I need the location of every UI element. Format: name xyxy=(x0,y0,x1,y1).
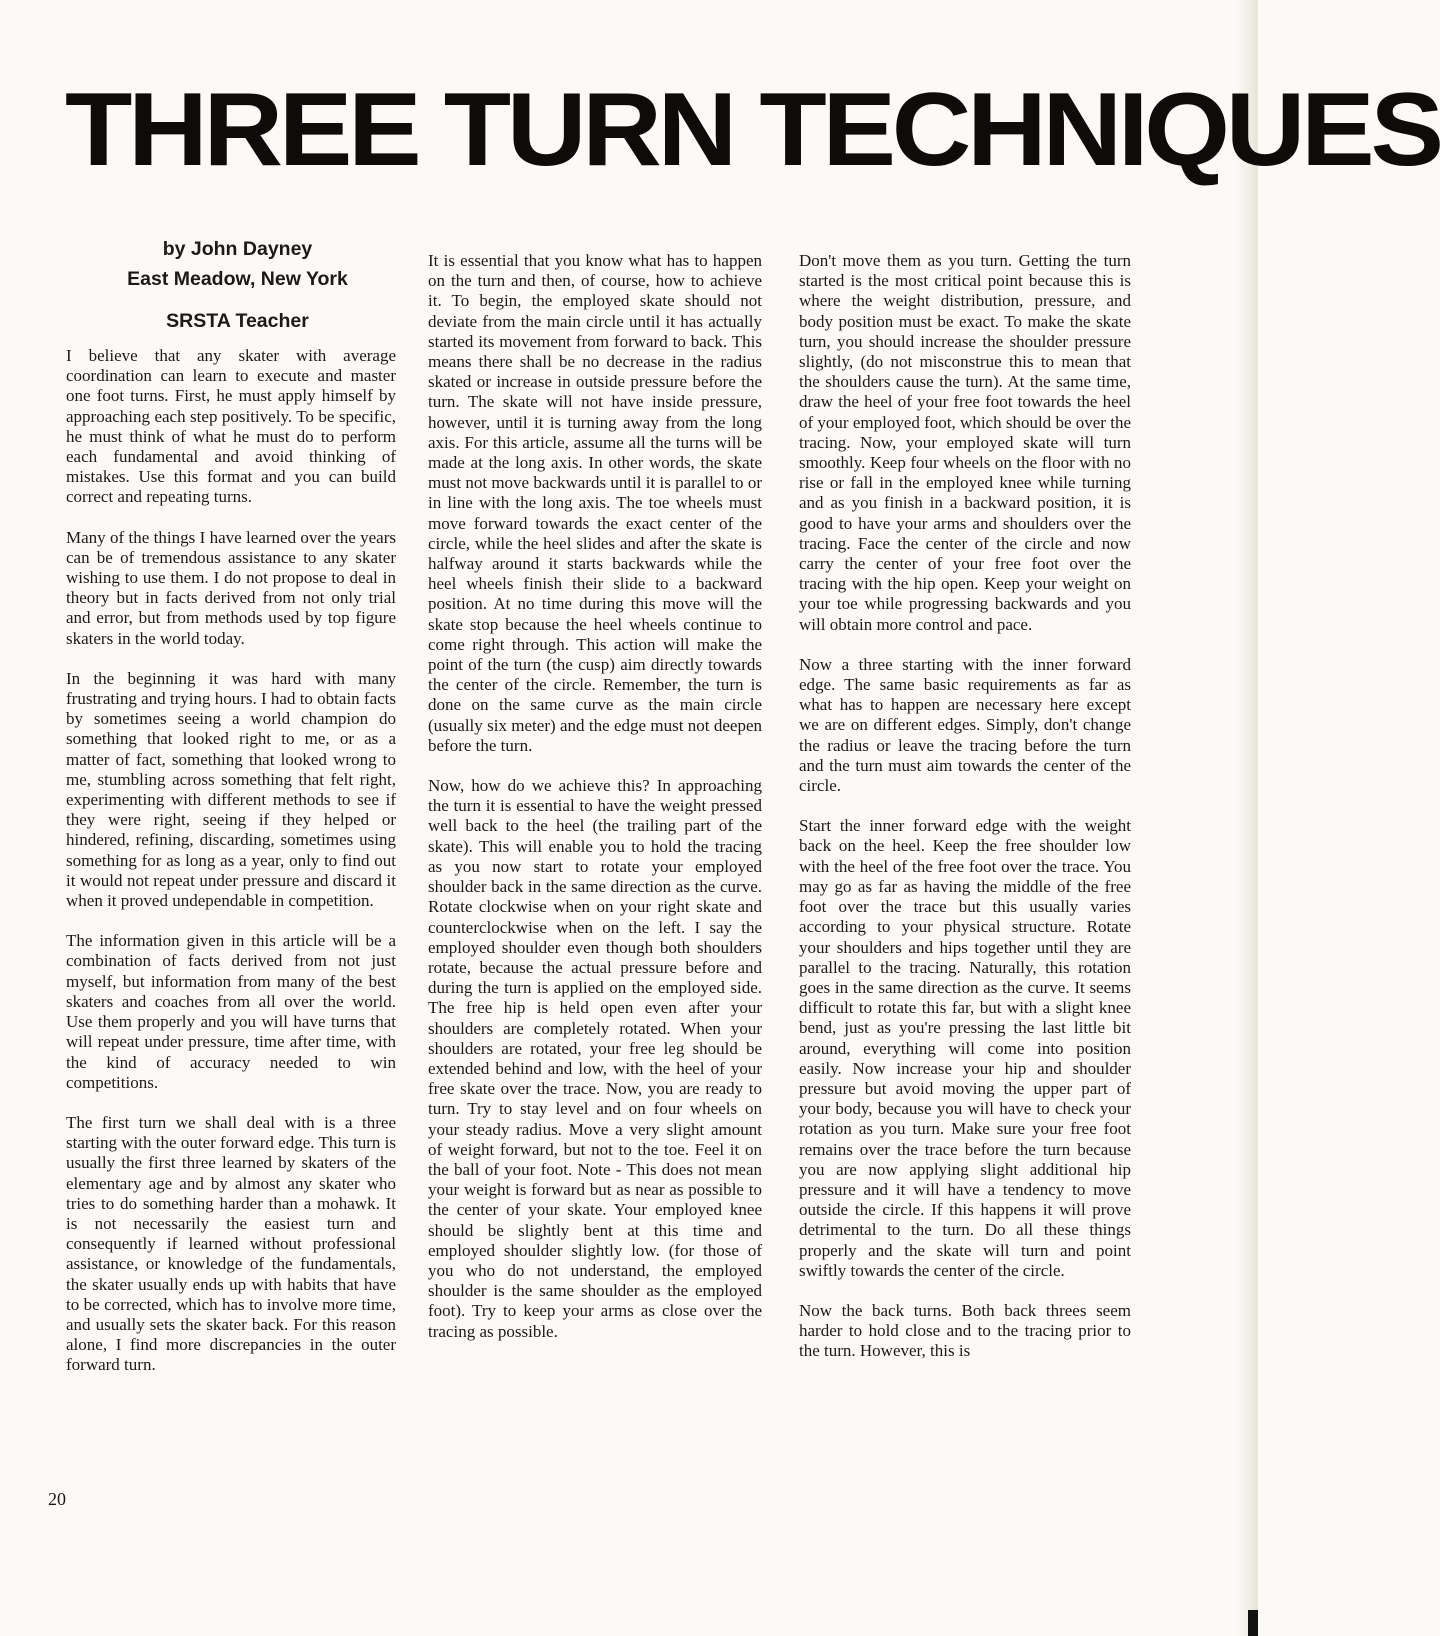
byline-location: East Meadow, New York xyxy=(127,268,348,290)
paragraph: Now the back turns. Both back threes seem harder to hold close and to the tracing prior to the turn. However, this is xyxy=(799,1300,1131,1361)
paragraph: The first turn we shall deal with is a three starting with the outer forward edge. This turn is usually the first three learned by skaters of the elementary age and by almost any skater who tries to do something harder than a mohawk. It is not necessarily the easiest turn and consequently if learned without professional assistance, or knowledge of the fundamentals, the skater usually ends up with habits that have to be corrected, which has to involve more time, and usually sets the skater back. For this reason alone, I find more discrepancies in the outer forward turn. xyxy=(66,1112,396,1375)
byline-author: by John Dayney xyxy=(162,238,313,260)
paragraph: Don't move them as you turn. Getting the turn started is the most critical point because this is where the weight distribution, pressure, and body position must be exact. To make the skate turn, you should increase the shoulder pressure slightly, (do not misconstrue this to mean that the shoulders cause the turn). At the same time, draw the heel of your free foot towards the heel of your employed foot, which should be over the tracing. Now, your employed skate will turn smoothly. Keep four wheels on the floor with no rise or fall in the employed knee while turning and as you finish in a backward position, it is good to have your arms and shoulders over the tracing. Face the center of the circle and now carry the center of your free foot over the tracing with the hip open. Keep your weight on your toe while progressing backwards and you will obtain more control and pace. xyxy=(799,251,1131,634)
byline-role: SRSTA Teacher xyxy=(166,310,309,332)
text-column-1 xyxy=(66,346,396,1376)
paragraph: Now a three starting with the inner forward edge. The same basic requirements as far as what has to happen are necessary here except we are on different edges. Simply, don't change the radius or leave the tracing before the turn and the turn must aim towards the center of the circle. xyxy=(799,654,1131,796)
byline xyxy=(65,234,410,336)
paragraph: Now, how do we achieve this? In approaching the turn it is essential to have the weight pressed well back to the heel (the trailing part of the skate). This will enable you to hold the tracing as you now start to rotate your employed shoulder back in the same direction as the curve. Rotate clockwise when on your right skate and counterclockwise when on the left. I say the employed shoulder even though both shoulders rotate, because the actual pressure before and during the turn is applied on the employed side. The free hip is held open even after your shoulders are completely rotated. When your shoulders are rotated, your free leg should be extended behind and low, with the heel of your free skate over the trace. Now, you are ready to turn. Try to stay level and on four wheels on your steady radius. Move a very slight amount of weight forward, but not to the toe. Feel it on the ball of your foot. Note - This does not mean your weight is forward but as near as possible to the center of your skate. Your employed knee should be slightly bent at this time and employed shoulder slightly low. (for those of you who do not understand, the employed shoulder is the same shoulder as the employed foot). Try to keep your arms as close over the tracing as possible. xyxy=(428,776,762,1341)
page-edge-shadow xyxy=(1236,0,1258,1636)
scan-corner-mark xyxy=(1248,1610,1258,1636)
paragraph: The information given in this article will be a combination of facts derived from not just myself, but information from many of the best skaters and coaches from all over the world. Use them properly and you will have turns that will repeat under pressure, time after time, with the kind of accuracy needed to win competitions. xyxy=(66,931,396,1092)
paragraph: Start the inner forward edge with the weight back on the heel. Keep the free shoulder low with the heel of the free foot over the trace. You may go as far as having the middle of the free foot over the trace but this usually varies according to your physical structure. Rotate your shoulders and hips together until they are parallel to the tracing. Naturally, this rotation goes in the same direction as the curve. It seems difficult to rotate this far, but with a slight knee bend, just as you're pressing the last little bit around, everything will come into position easily. Now increase your hip and shoulder pressure but avoid moving the upper part of your body, because you will have to check your rotation as you turn. Make sure your free foot remains over the trace before the turn because you are now applying slight additional hip pressure and it will have a tendency to move outside the circle. If this happens it will prove detrimental to the turn. Do all these things properly and the skate will turn and point swiftly towards the center of the circle. xyxy=(799,816,1131,1280)
page-number: 20 xyxy=(48,1489,66,1509)
paragraph: Many of the things I have learned over the years can be of tremendous assistance to any skater wishing to use them. I do not propose to deal in theory but in facts derived from not only trial and error, but from methods used by top figure skaters in the world today. xyxy=(66,527,396,648)
paragraph: In the beginning it was hard with many frustrating and trying hours. I had to obtain facts by sometimes seeing a world champion do something that looked right to me, or as a matter of fact, something that looked wrong to me, stumbling across something that felt right, experimenting with different methods to see if they were right, seeing if they helped or hindered, refining, discarding, sometimes using something for as long as a year, only to find out it would not repeat under pressure and discard it when it proved undependable in competition. xyxy=(66,668,397,911)
text-column-2 xyxy=(428,251,762,1342)
paragraph: It is essential that you know what has to happen on the turn and then, of course, how to achieve it. To begin, the employed skate should not deviate from the main circle until it has actually started its movement from forward to back. This means there shall be no decrease in the radius skated or increase in outside pressure before the turn. The skate will not have inside pressure, however, until it is turning away from the long axis. For this article, assume all the turns will be made at the long axis. In other words, the skate must not move backwards until it is parallel to or in line with the long axis. The toe wheels must move forward towards the exact center of the circle, while the heel slides and after the skate is halfway around it starts backwards while the heel wheels finish their slide to a backward position. At no time during this move will the skate stop because the heel wheels continue to come right through. This action will make the point of the turn (the cusp) aim directly towards the center of the circle. Remember, the turn is done on the same curve as the main circle (usually six meter) and the edge must not deepen before the turn. xyxy=(428,251,762,755)
text-column-3 xyxy=(799,251,1131,1362)
article-title: THREE TURN TECHNIQUES xyxy=(65,72,1440,188)
paragraph: I believe that any skater with average coordination can learn to execute and master one foot turns. First, he must apply himself by approaching each step positively. To be specific, he must think of what he must do to perform each fundamental and avoid thinking of mistakes. Use this format and you can build correct and repeating turns. xyxy=(66,346,396,507)
